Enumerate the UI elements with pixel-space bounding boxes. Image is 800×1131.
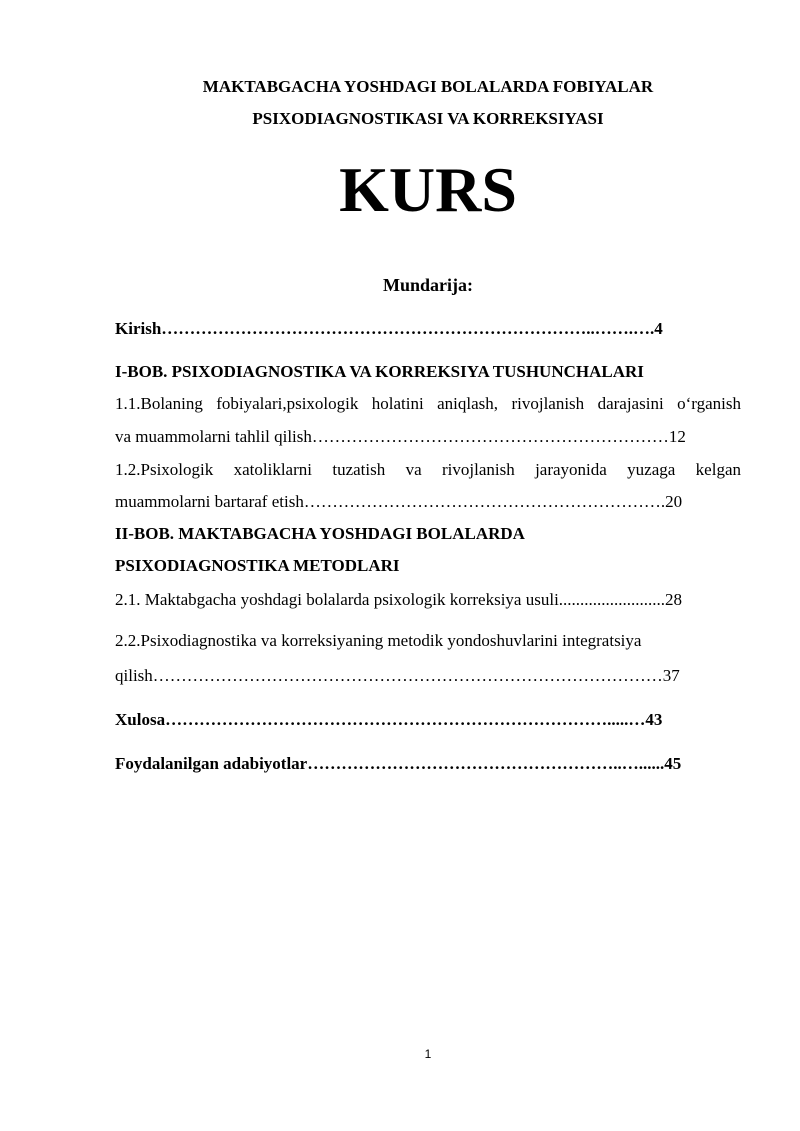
- toc-section-2-1: 2.1. Maktabgacha yoshdagi bolalarda psixologik korreksiya usuli.........................28: [115, 590, 683, 609]
- toc-section-1-1-line-1: 1.1.Bolaning fobiyalari,psixologik holatini aniqlash, rivojlanish darajasini o‘rganish: [115, 394, 741, 413]
- toc-entry-xulosa: Xulosa…………………………………………………………………….....…43: [115, 710, 663, 729]
- toc-section-1-2-line-1: 1.2.Psixologik xatoliklarni tuzatish va rivojlanish jarayonida yuzaga kelgan: [115, 460, 741, 479]
- toc-entry-adabiyotlar: Foydalanilgan adabiyotlar………………………………………………..…......45: [115, 754, 682, 773]
- toc-chapter-2-heading-line-1: II-BOB. MAKTABGACHA YOSHDAGI BOLALARDA: [115, 524, 525, 543]
- toc-chapter-2-heading-line-2: PSIXODIAGNOSTIKA METODLARI: [115, 556, 400, 575]
- toc-section-1-1-line-2: va muammolarni tahlil qilish………………………………………………………12: [115, 427, 686, 446]
- toc-entry-kirish: Kirish…………………………………………………………………..…….….4: [115, 319, 663, 338]
- toc-chapter-1-heading: I-BOB. PSIXODIAGNOSTIKA VA KORREKSIYA TUSHUNCHALARI: [115, 362, 644, 381]
- page-number: 1: [424, 1047, 432, 1061]
- toc-section-1-2-line-2: muammolarni bartaraf etish……………………………………………………….20: [115, 492, 683, 511]
- document-title-line-1: MAKTABGACHA YOSHDAGI BOLALARDA FOBIYALAR: [202, 77, 654, 96]
- contents-heading: Mundarija:: [383, 275, 473, 295]
- kurs-heading: KURS: [339, 154, 517, 225]
- document-title-line-2: PSIXODIAGNOSTIKASI VA KORREKSIYASI: [252, 109, 604, 128]
- toc-section-2-2-line-2: qilish………………………………………………………………………………37: [115, 666, 680, 685]
- toc-section-2-2-line-1: 2.2.Psixodiagnostika va korreksiyaning metodik yondoshuvlarini integratsiya: [115, 631, 642, 650]
